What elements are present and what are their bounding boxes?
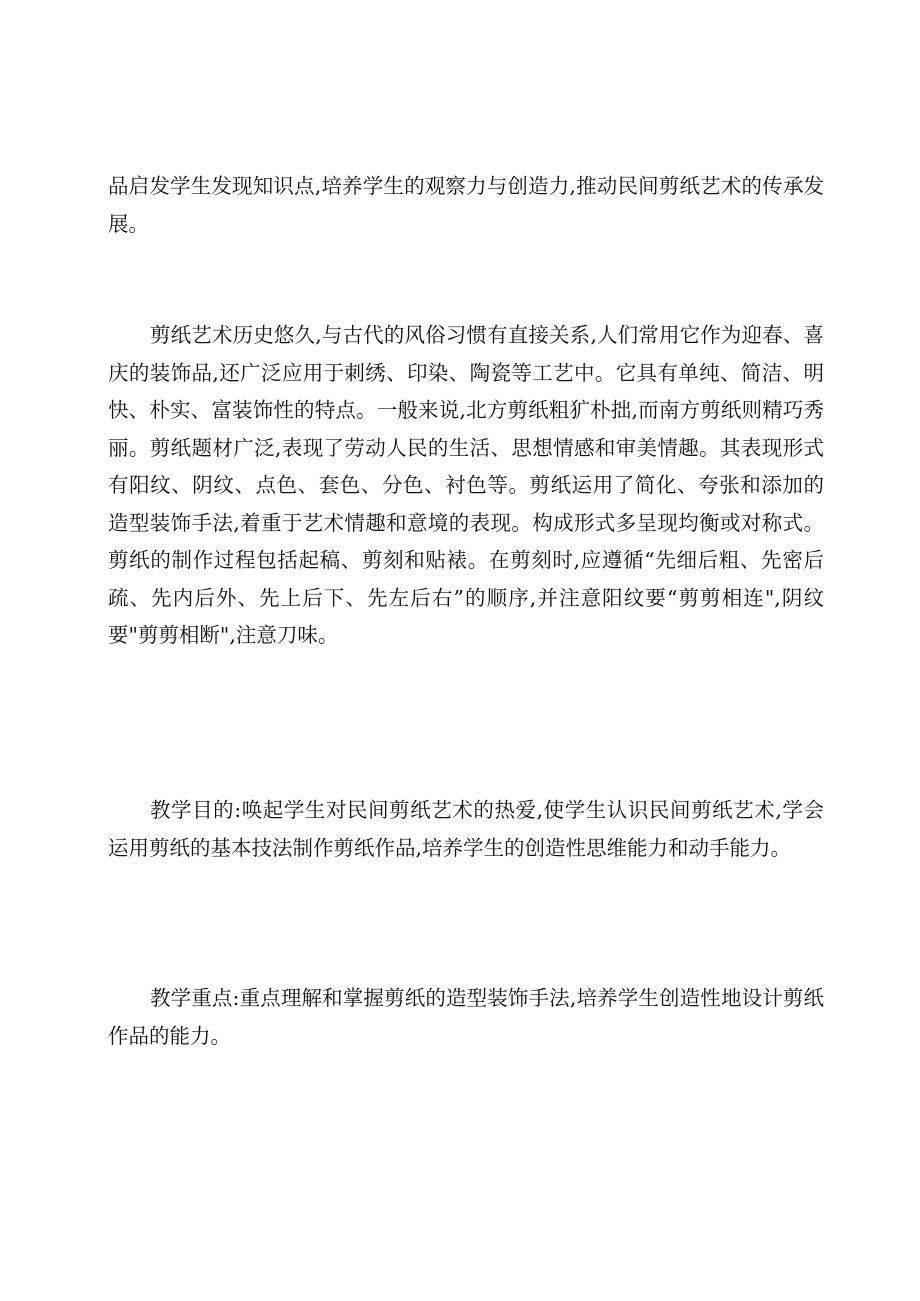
paragraph-continuation: 品启发学生发现知识点,培养学生的观察力与创造力,推动民间剪纸艺术的传承发展。 bbox=[108, 174, 824, 236]
paragraph-teaching-focus: 教学重点:重点理解和掌握剪纸的造型装饰手法,培养学生创造性地设计剪纸作品的能力。 bbox=[108, 986, 824, 1048]
paragraph-paper-cutting-history: 剪纸艺术历史悠久,与古代的风俗习惯有直接关系,人们常用它作为迎春、喜庆的装饰品,还广泛应用于刺绣、印染、陶瓷等工艺中。它具有单纯、简洁、明快、朴实、富装饰性的特点。一般来说,北方剪纸粗犷朴拙,而南方剪纸则精巧秀丽。剪纸题材广泛,表现了劳动人民的生活、思想情感和审美情趣。其表现形式有阳纹、阴纹、点色、套色、分色、衬色等。剪纸运用了简化、夸张和添加的造型装饰手法,着重于艺术情趣和意境的表现。构成形式多呈现均衡或对称式。剪纸的制作过程包括起稿、剪刻和贴裱。在剪刻时,应遵循“先细后粗、先密后疏、先内后外、先上后下、先左后右”的顺序,并注意阳纹要“剪剪相连",阴纹要"剪剪相断",注意刀味。 bbox=[108, 323, 824, 647]
paragraph-teaching-objective: 教学目的:唤起学生对民间剪纸艺术的热爱,使学生认识民间剪纸艺术,学会运用剪纸的基本技法制作剪纸作品,培养学生的创造性思维能力和动手能力。 bbox=[108, 798, 824, 860]
